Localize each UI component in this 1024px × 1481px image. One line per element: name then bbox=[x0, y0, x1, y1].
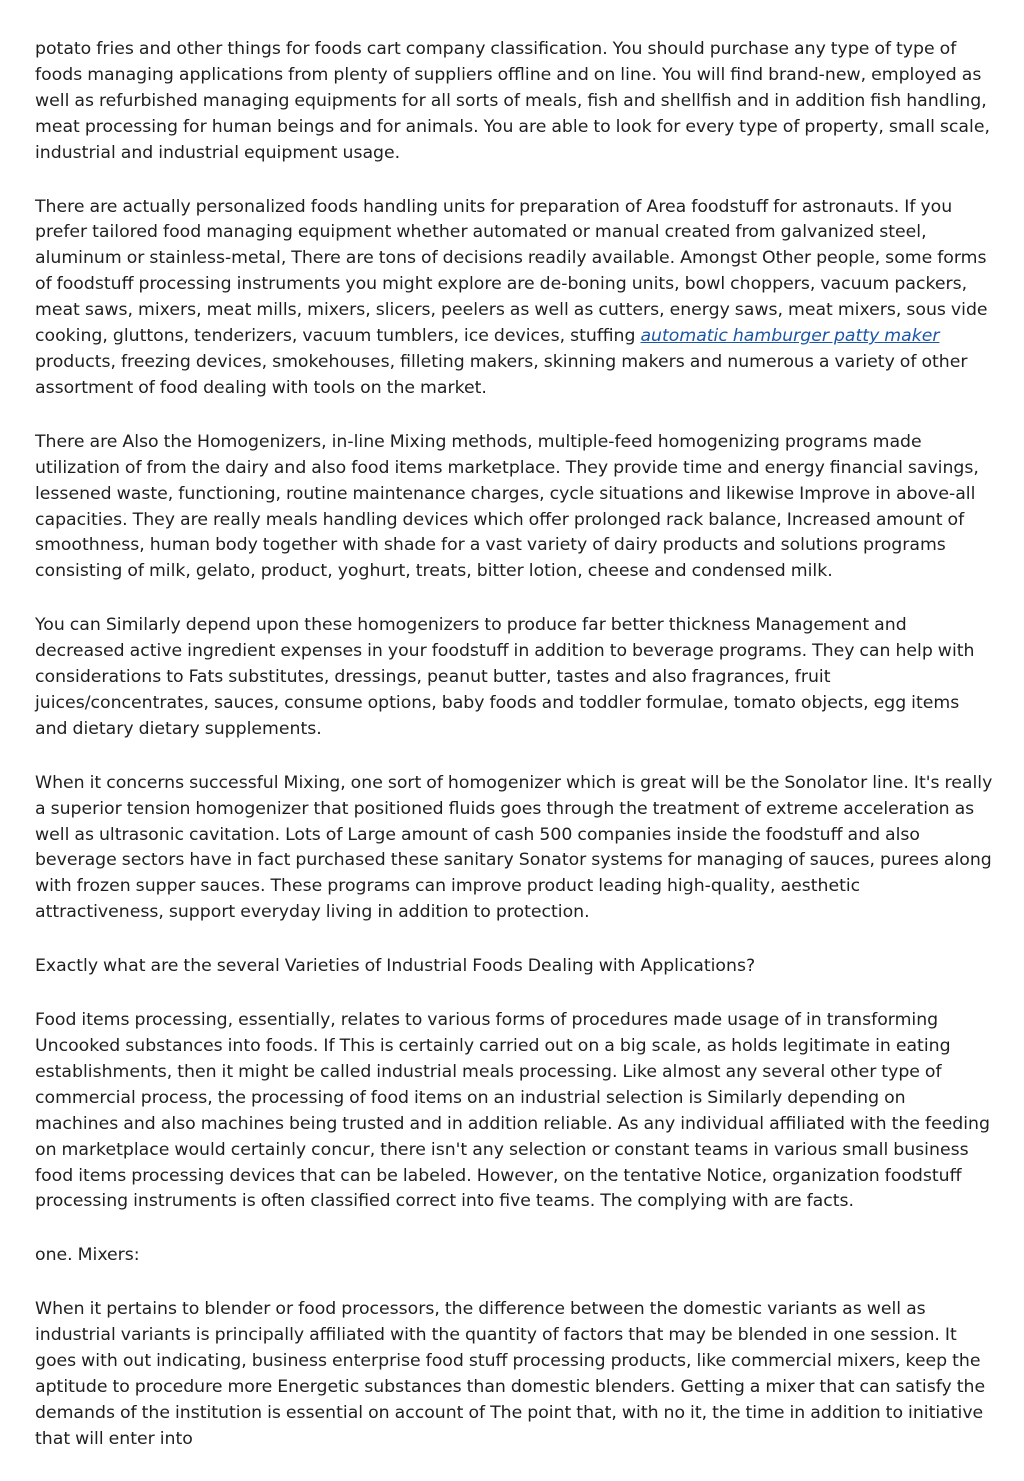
section-heading-varieties: Exactly what are the several Varieties of Industrial Foods Dealing with Applications? bbox=[35, 956, 756, 977]
paragraph-3: There are Also the Homogenizers, in-line Mixing methods, multiple-feed homogenizing programs made utilization of from the dairy and also food items marketplace. They provide time and energy financial savings, lessened waste, functioning, routine maintenance charges, cycle situations and likewise Improve in above-all capacities. They are really meals handling devices which offer prolonged rack balance, Increased amount of smoothness, human body together with shade for a vast variety of dairy products and solutions programs consisting of milk, gelato, product, yoghurt, treats, bitter lotion, cheese and condensed milk. bbox=[35, 431, 979, 582]
paragraph-7: Food items processing, essentially, relates to various forms of procedures made usage of in transforming Uncooked substances into foods. If This is certainly carried out on a big scale, as holds legitimate in eating establishments, then it might be called industrial meals processing. Like almost any several other type of commercial process, the processing of food items on an industrial selection is Similarly depending on machines and also machines being trusted and in addition reliable. As any individual affiliated with the feeding on marketplace would certainly concur, there isn't any selection or constant teams in various small business food items processing devices that can be labeled. However, on the tentative Notice, organization foodstuff processing instruments is often classified correct into five teams. The complying with are facts. bbox=[35, 1010, 990, 1212]
paragraph-5: When it concerns successful Mixing, one sort of homogenizer which is great will be the Sonolator line. It's really a superior tension homogenizer that positioned fluids goes through the treatment of extreme acceleration as well as ultrasonic cavitation. Lots of Large amount of cash 500 companies inside the foodstuff and also beverage sectors have in fact purchased these sanitary Sonator systems for managing of sauces, purees along with frozen supper sauces. These programs can improve product leading high-quality, aesthetic attractiveness, support everyday living in addition to protection. bbox=[35, 772, 993, 923]
document-body bbox=[35, 37, 993, 1481]
paragraph-2-text-before-link: There are actually personalized foods handling units for preparation of Area foodstuff for astronauts. If you prefer tailored food managing equipment whether automated or manual created from galvanized steel, aluminum or stainless-metal, There are tons of decisions readily available. Amongst Other people, some forms of foodstuff processing instruments you might explore are de-boning units, bowl choppers, vacuum packers, meat saws, mixers, meat mills, mixers, slicers, peelers as well as cutters, energy saws, meat mixers, sous vide cooking, gluttons, tenderizers, vacuum tumblers, ice devices, stuffing bbox=[35, 196, 988, 347]
paragraph-2-text-after-link: products, freezing devices, smokehouses, filleting makers, skinning makers and numerous a variety of other assortment of food dealing with tools on the market. bbox=[35, 351, 968, 398]
list-heading-mixers: one. Mixers: bbox=[35, 1245, 140, 1266]
automatic-hamburger-patty-maker-link[interactable]: automatic hamburger patty maker bbox=[640, 326, 940, 347]
paragraph-9: When it pertains to blender or food processors, the difference between the domestic variants as well as industrial variants is principally affiliated with the quantity of factors that may be blended in one session. It goes with out indicating, business enterprise food stuff processing products, like commercial mixers, keep the aptitude to procedure more Energetic substances than domestic blenders. Getting a mixer that can satisfy the demands of the institution is essential on account of The point that, with no it, the time in addition to initiative that will enter into bbox=[35, 1299, 986, 1449]
paragraph-2 bbox=[35, 195, 993, 402]
paragraph-1: potato fries and other things for foods cart company classification. You should purchase any type of type of foods managing applications from plenty of suppliers offline and on line. You will find brand-new, employed as well as refurbished managing equipments for all sorts of meals, fish and shellfish and in addition fish handling, meat processing for human beings and for animals. You are able to look for every type of property, small scale, industrial and industrial equipment usage. bbox=[35, 39, 990, 163]
paragraph-4: You can Similarly depend upon these homogenizers to produce far better thickness Management and decreased active ingredient expenses in your foodstuff in addition to beverage programs. They can help with considerations to Fats substitutes, dressings, peanut butter, tastes and also fragrances, fruit juices/concentrates, sauces, consume options, baby foods and toddler formulae, tomato objects, egg items and dietary dietary supplements. bbox=[35, 615, 975, 739]
